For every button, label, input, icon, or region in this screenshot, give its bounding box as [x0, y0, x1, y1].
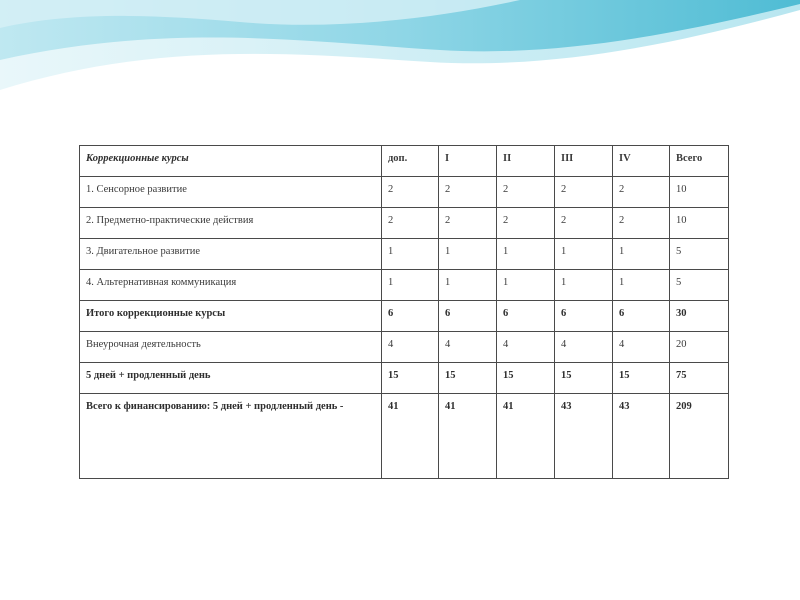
- header-col-total: Всего: [670, 146, 729, 177]
- header-col-2: II: [497, 146, 555, 177]
- cell: 1: [497, 270, 555, 301]
- cell: 1: [555, 270, 613, 301]
- cell: 41: [382, 394, 439, 479]
- cell: 2: [382, 177, 439, 208]
- cell-total: 10: [670, 208, 729, 239]
- cell-total: 5: [670, 270, 729, 301]
- cell: 2: [382, 208, 439, 239]
- header-col-1: I: [439, 146, 497, 177]
- table-row-subtotal: [80, 363, 729, 394]
- row-label: 5 дней + продленный день: [80, 363, 382, 394]
- cell: 4: [382, 332, 439, 363]
- cell-total: 10: [670, 177, 729, 208]
- wave-decoration: [0, 0, 800, 100]
- table-row: [80, 208, 729, 239]
- table-row: [80, 177, 729, 208]
- row-label: 4. Альтернативная коммуникация: [80, 270, 382, 301]
- row-label: Внеурочная деятельность: [80, 332, 382, 363]
- cell: 15: [613, 363, 670, 394]
- cell: 2: [497, 208, 555, 239]
- header-col-dop: доп.: [382, 146, 439, 177]
- cell: 1: [555, 239, 613, 270]
- cell: 4: [555, 332, 613, 363]
- cell: 2: [439, 177, 497, 208]
- header-label: Коррекционные курсы: [80, 146, 382, 177]
- cell: 1: [382, 270, 439, 301]
- cell-total: 30: [670, 301, 729, 332]
- cell: 43: [555, 394, 613, 479]
- row-label: 1. Сенсорное развитие: [80, 177, 382, 208]
- cell: 6: [439, 301, 497, 332]
- table-row-subtotal: [80, 301, 729, 332]
- header-col-4: IV: [613, 146, 670, 177]
- cell: 1: [613, 239, 670, 270]
- cell: 15: [555, 363, 613, 394]
- cell: 6: [382, 301, 439, 332]
- cell: 41: [439, 394, 497, 479]
- cell: 1: [439, 270, 497, 301]
- cell-total: 209: [670, 394, 729, 479]
- cell: 6: [613, 301, 670, 332]
- cell: 6: [497, 301, 555, 332]
- cell: 2: [439, 208, 497, 239]
- cell: 6: [555, 301, 613, 332]
- cell: 4: [497, 332, 555, 363]
- cell-total: 75: [670, 363, 729, 394]
- table-header-row: [80, 146, 729, 177]
- cell-total: 20: [670, 332, 729, 363]
- cell: 2: [555, 208, 613, 239]
- table-row-grand-total: [80, 394, 729, 479]
- cell: 15: [439, 363, 497, 394]
- header-col-3: III: [555, 146, 613, 177]
- cell: 1: [613, 270, 670, 301]
- table-row: [80, 332, 729, 363]
- cell: 2: [613, 177, 670, 208]
- cell: 2: [555, 177, 613, 208]
- table-row: [80, 270, 729, 301]
- cell: 1: [497, 239, 555, 270]
- row-label: Итого коррекционные курсы: [80, 301, 382, 332]
- curriculum-table: [79, 145, 729, 479]
- cell: 2: [613, 208, 670, 239]
- cell: 15: [382, 363, 439, 394]
- cell: 4: [439, 332, 497, 363]
- row-label: 3. Двигательное развитие: [80, 239, 382, 270]
- cell: 43: [613, 394, 670, 479]
- cell: 41: [497, 394, 555, 479]
- cell: 1: [439, 239, 497, 270]
- cell: 4: [613, 332, 670, 363]
- row-label: Всего к финансированию: 5 дней + продленный день -: [80, 394, 382, 479]
- curriculum-table-container: [79, 145, 728, 479]
- table-row: [80, 239, 729, 270]
- cell: 1: [382, 239, 439, 270]
- row-label: 2. Предметно-практические действия: [80, 208, 382, 239]
- cell-total: 5: [670, 239, 729, 270]
- cell: 15: [497, 363, 555, 394]
- cell: 2: [497, 177, 555, 208]
